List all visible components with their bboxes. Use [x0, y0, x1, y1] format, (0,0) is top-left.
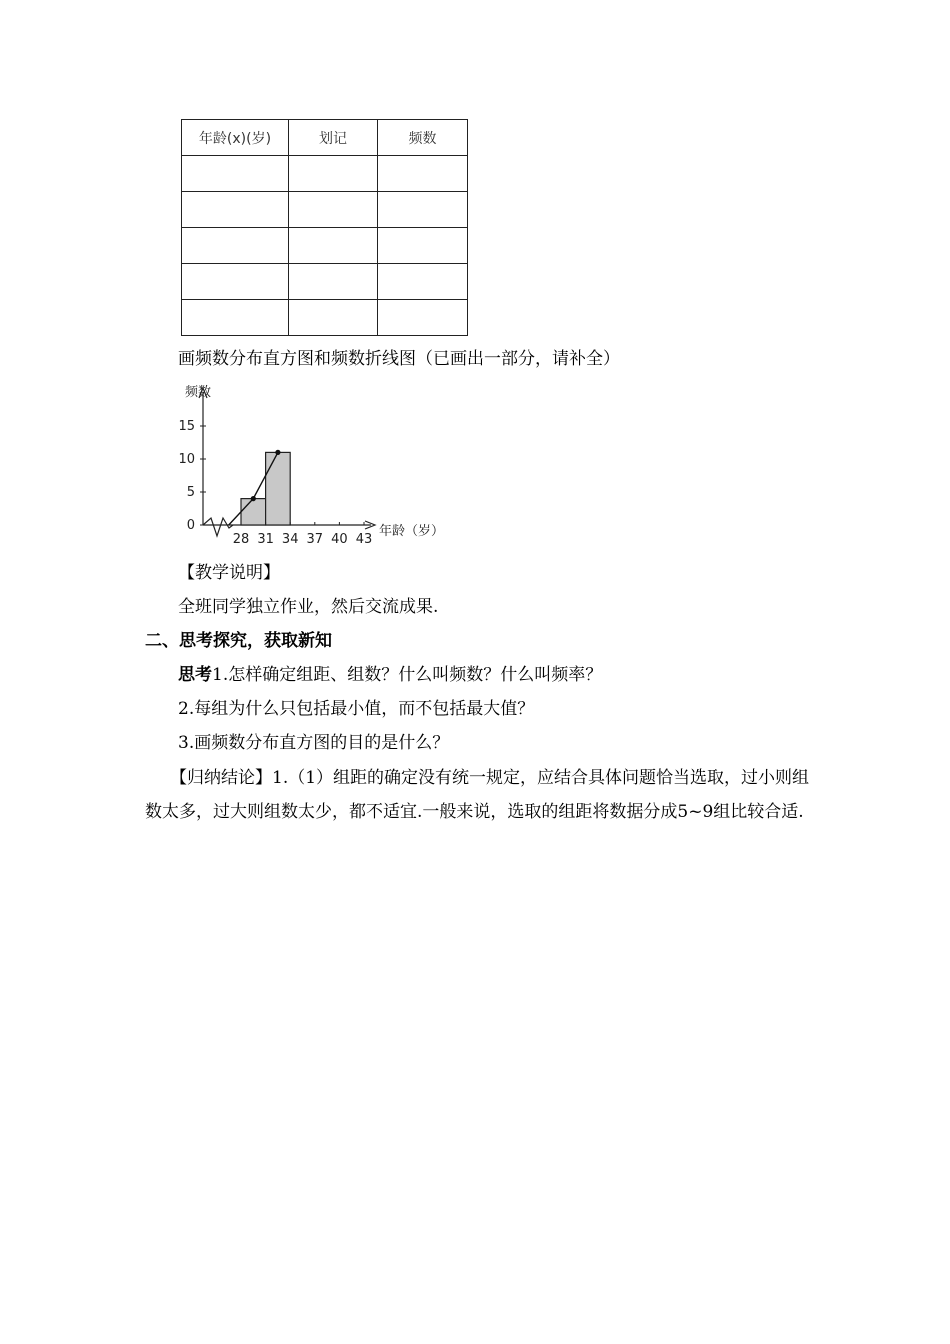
table-row — [182, 156, 468, 192]
section-2-title: 二、思考探究，获取新知 — [145, 631, 332, 651]
table-header-row — [182, 120, 468, 156]
table-cell — [182, 264, 289, 300]
table-cell — [182, 300, 289, 336]
table-cell — [182, 228, 289, 264]
table-cell — [378, 192, 468, 228]
question-2: 2.每组为什么只包括最小值，而不包括最大值？ — [178, 699, 535, 719]
header-frequency: 频数 — [378, 120, 468, 156]
table-cell — [289, 228, 378, 264]
teaching-note-title: 【教学说明】 — [178, 563, 280, 583]
x-tick-label: 28 — [232, 532, 250, 547]
axis-break-zigzag — [203, 518, 233, 536]
chart-caption: 画频数分布直方图和频数折线图（已画出一部分，请补全） — [178, 349, 620, 369]
table-row — [182, 228, 468, 264]
table-row — [182, 300, 468, 336]
table-row — [182, 192, 468, 228]
table-cell — [289, 192, 378, 228]
frequency-histogram — [175, 378, 475, 550]
question-3: 3.画频数分布直方图的目的是什么？ — [178, 733, 450, 753]
x-tick-label: 37 — [306, 532, 324, 547]
table-cell — [289, 264, 378, 300]
header-tally: 划记 — [289, 120, 378, 156]
histogram-bar — [266, 452, 291, 525]
x-tick-label: 31 — [257, 532, 274, 547]
table-row — [182, 264, 468, 300]
table-cell — [289, 156, 378, 192]
table-cell — [378, 264, 468, 300]
think-label: 思考 — [178, 665, 212, 685]
table-cell — [378, 300, 468, 336]
header-age: 年龄(x)(岁) — [182, 120, 289, 156]
table-cell — [182, 192, 289, 228]
polyline-point — [275, 450, 280, 455]
question-1-text: 1.怎样确定组距、组数？什么叫频数？什么叫频率？ — [212, 665, 603, 685]
x-tick-label: 34 — [281, 532, 299, 547]
frequency-table — [181, 119, 468, 336]
histogram-bar — [241, 499, 266, 525]
table-cell — [378, 156, 468, 192]
y-axis-label: 频数 — [185, 385, 212, 400]
table-cell — [289, 300, 378, 336]
x-tick-label: 43 — [355, 532, 373, 547]
y-tick-label: 10 — [178, 452, 195, 467]
teaching-note-text: 全班同学独立作业，然后交流成果. — [178, 597, 439, 617]
conclusion-paragraph — [145, 761, 825, 829]
conclusion-label: 【归纳结论】 — [170, 768, 272, 788]
table-cell — [182, 156, 289, 192]
y-tick-label: 15 — [178, 419, 195, 434]
question-1 — [178, 663, 602, 687]
x-axis-label: 年龄（岁） — [379, 524, 445, 539]
y-tick-label: 5 — [186, 485, 195, 500]
y-tick-label: 0 — [186, 518, 195, 533]
x-tick-label: 40 — [331, 532, 348, 547]
conclusion-text: 1.（1）组距的确定没有统一规定，应结合具体问题恰当选取，过小则组数太多，过大则组数太少，都不适宜.一般来说，选取的组距将数据分成5~9组比较合适. — [145, 768, 810, 822]
table-cell — [378, 228, 468, 264]
polyline-point — [251, 496, 256, 501]
